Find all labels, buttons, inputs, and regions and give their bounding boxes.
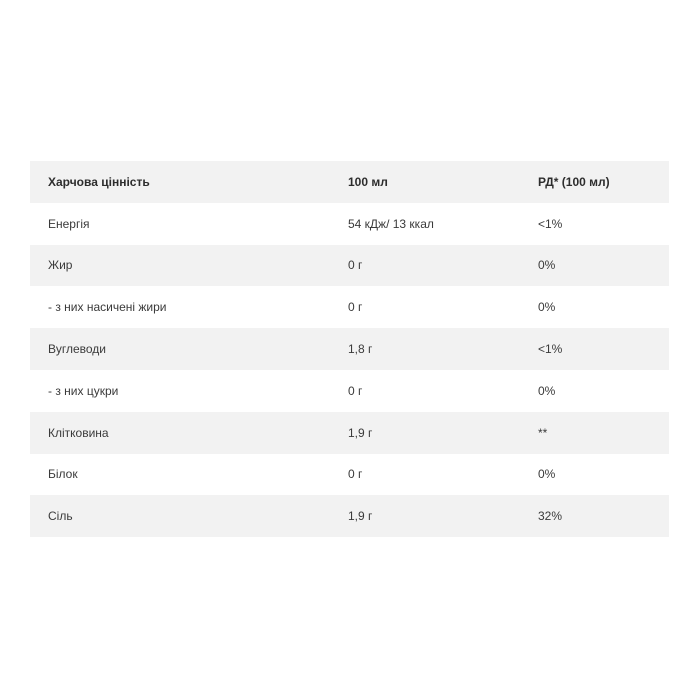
table-header-row (30, 161, 669, 203)
table-row (30, 245, 669, 287)
header-rda: РД* (100 мл) (538, 174, 610, 189)
table-row (30, 370, 669, 412)
nutrient-rda: 0% (538, 258, 556, 273)
header-per-100ml: 100 мл (348, 174, 388, 189)
nutrient-rda: 32% (538, 509, 563, 524)
header-nutrition-value: Харчова цінність (48, 174, 150, 189)
nutrient-rda: ** (538, 425, 548, 440)
nutrient-amount: 0 г (348, 383, 363, 398)
nutrient-amount: 0 г (348, 258, 363, 273)
nutrient-name: Білок (48, 467, 78, 482)
nutrient-name: Клітковина (48, 425, 109, 440)
nutrient-rda: <1% (538, 216, 563, 231)
nutrition-facts-table (30, 161, 669, 537)
table-row (30, 328, 669, 370)
nutrient-rda: 0% (538, 383, 556, 398)
nutrient-amount: 1,9 г (348, 425, 373, 440)
nutrient-amount: 1,9 г (348, 509, 373, 524)
table-row (30, 495, 669, 537)
table-row (30, 454, 669, 496)
nutrient-rda: 0% (538, 300, 556, 315)
table-row (30, 203, 669, 245)
nutrient-name: Енергія (48, 216, 90, 231)
nutrient-name: - з них цукри (48, 383, 119, 398)
table-row (30, 412, 669, 454)
nutrient-amount: 0 г (348, 300, 363, 315)
nutrient-name: Вуглеводи (48, 342, 107, 357)
nutrient-name: Сіль (48, 509, 73, 524)
nutrient-rda: 0% (538, 467, 556, 482)
nutrient-amount: 0 г (348, 467, 363, 482)
table-row (30, 286, 669, 328)
nutrient-rda: <1% (538, 342, 563, 357)
nutrient-name: Жир (48, 258, 73, 273)
nutrient-amount: 54 кДж/ 13 ккал (348, 216, 434, 231)
nutrient-amount: 1,8 г (348, 342, 373, 357)
nutrient-name: - з них насичені жири (48, 300, 167, 315)
